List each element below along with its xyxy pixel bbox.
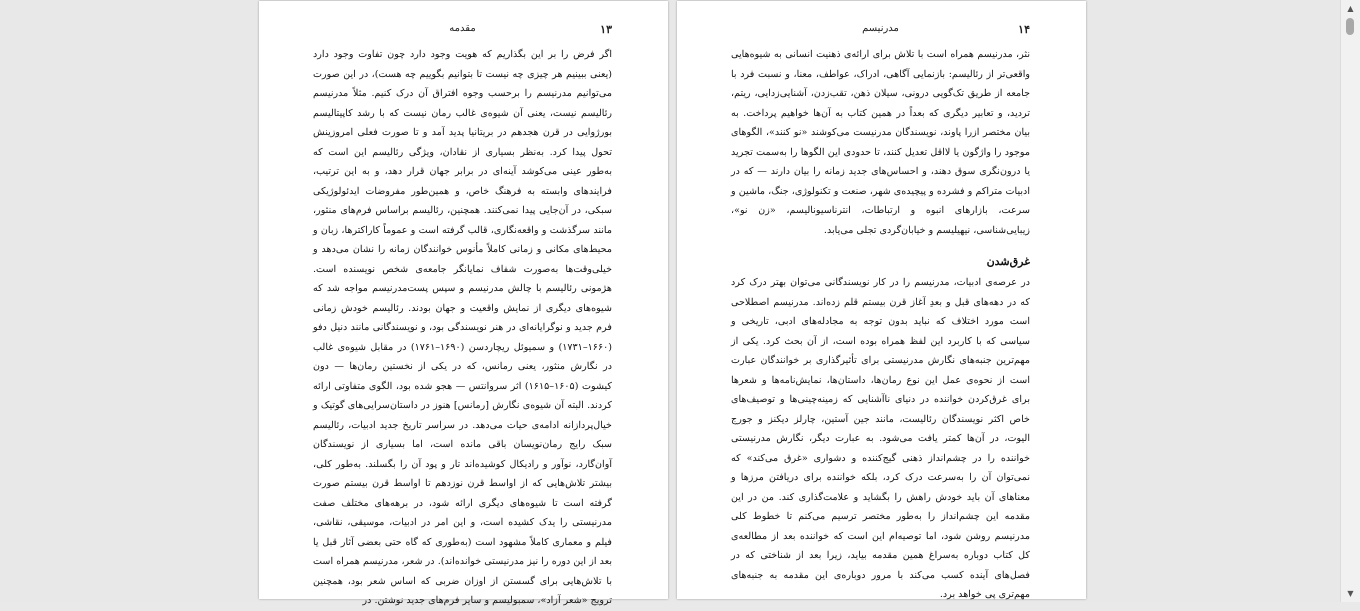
scrollbar-thumb[interactable] xyxy=(1346,18,1354,35)
page-number: ۱۳ xyxy=(600,23,612,36)
scroll-down-icon[interactable]: ▼ xyxy=(1347,589,1354,598)
body-paragraph: نثر، مدرنیسم همراه است با تلاش برای ارائه‌ی ذهنیت انسانی به شیوه‌هایی واقعی‌تر از رئالیسم: بازنمایی آگاهی، ادراک، عواطف، معنا، و نسبت فرد با جامعه از طریق تک‌گویی درونی، سیلان ذهن، تقب‌زدن، آشنایی‌زدایی، ریتم، تردید، و تعابیر دیگری که بعداً در همین کتاب به آن‌ها خواهیم پرداخت. به بیان مختصر ازرا پاوند، نویسندگان مدرنیست می‌کوشند «نو کنند»، الگوهای موجود را واژگون یا لااقل تعدیل کنند، تا حدودی این الگوها را به‌سمت تجرید یا درون‌نگری سوق دهند، و احساس‌های جدید زمانه را بیان دارند — که در ادبیات متراکم و فشرده و پیچیده‌ی شهر، صنعت و تکنولوژی، جنگ، ماشین و سرعت، بازارهای انبوه و ارتباطات، انترناسیونالیسم، «زن نو»، زیبایی‌شناسی، نیهیلیسم و خیابان‌گردی تجلی می‌یابد. xyxy=(731,49,1030,236)
running-title: مقدمه xyxy=(449,23,476,34)
section-heading: غرق‌شدن xyxy=(986,255,1030,268)
page-14 xyxy=(677,1,1086,599)
vertical-scrollbar[interactable] xyxy=(1340,0,1360,602)
scroll-up-icon[interactable]: ▲ xyxy=(1347,4,1354,13)
running-title: مدرنیسم xyxy=(862,23,899,34)
body-paragraph: اگر فرض را بر این بگذاریم که هویت وجود دارد چون تفاوت وجود دارد (یعنی ببینیم هر چیزی چه نیست تا بتوانیم بگوییم چه هست)، در این صورت می‌توانیم مدرنیسم را برحسب وجوه افتراق آن درک کنیم. مثلاً مدرنیسم رئالیسم نیست، یعنی آن شیوه‌ی غالب رمان نیست که با رشد کاپیتالیسم بورژوایی در قرن هجدهم در بریتانیا پدید آمد و تا صورت فعلی امروزینش تحول پیدا کرد. به‌نظر بسیاری از نقادان، ویژگی رئالیسم این است که به‌طور عینی می‌کوشد آینه‌ای در برابر جهان قرار دهد، و به این ترتیب، فرایندهای وابسته به فرهنگ خاص، و همین‌طور مفروضات ایدئولوژیکی سبکی، در آن‌جایی پیدا نمی‌کنند. همچنین، رئالیسم براساس فرم‌های منثور، مانند سرگذشت و واقعه‌نگاری، قالب گرفته است و عموماً کاراکترها، زبان و محیط‌های مکانی و زمانی کاملاً مأنوس خوانندگان زمانه را نشان می‌دهد و خیلی‌وقت‌ها به‌صورت شفاف نمایانگر جامعه‌ی شخص نویسنده است. هژمونی رئالیسم با چالش مدرنیسم و سپس پست‌مدرنیسم مواجه شد که شیوه‌های دیگری از نمایش واقعیت و جهان بودند. رئالیسم خودش زمانی فرم جدید و نوگرایانه‌ای در هنر نویسندگی بود، و نویسندگانی مانند دنیل دفو (۱۶۶۰–۱۷۳۱) و سمیوئل ریچاردسن (۱۶۹۰–۱۷۶۱) در مقابل شیوه‌ی غالب در نگارش منثور، یعنی رمانس، که در یکی از نخستین رمان‌ها — دون کیشوت (۱۶۰۵–۱۶۱۵) اثر سروانتس — هجو شده بود، الگوی متفاوتی ارائه کردند. البته آن شیوه‌ی نگارش [رمانس] هنوز در داستان‌سرایی‌های گوتیک و خیال‌پردازانه ادامه‌ی حیات می‌دهد. در سراسر تاریخ جدید ادبیات، رئالیسم سبک رایج رمان‌نویسان باقی مانده است، اما بسیاری از نویسندگان آوان‌گارد، نوآور و رادیکال کوشیده‌اند تار و پود آن را بگسلند. به‌طور کلی، بیشتر تلاش‌هایی که از اواسط قرن نوزدهم تا اواسط قرن بیستم صورت گرفته است تا شیوه‌های دیگری ارائه شود، در برهه‌های مختلف صفت مدرنیستی را یدک کشیده است، و این امر در ادبیات، موسیقی، نقاشی، فیلم و معماری کاملاً مشهود است (به‌طوری که گاه حتی بعضی آثار قبل یا بعد از این دوره را نیز مدرنیستی خوانده‌اند). در شعر، مدرنیسم همراه است با تلاش‌هایی برای گسستن از اوزان ضربی که اساس شعر بود، همچنین ترویج «شعر آزاد»، سمبولیسم و سایر فرم‌های جدید نوشتن. در xyxy=(313,49,613,606)
page-body xyxy=(313,45,612,611)
page-body xyxy=(731,45,1030,605)
body-paragraph: در عرصه‌ی ادبیات، مدرنیسم را در کار نویسندگانی می‌توان بهتر درک کرد که در دهه‌های قبل و بعدِ آغاز قرن بیستم قلم زده‌اند. مدرنیسم اصطلاحی است مورد اختلاف که نباید بدون توجه به مجادله‌های ادبی، تاریخی و سیاسی که با کاربرد این لفظ همراه بوده است، از آن بحث کرد. یکی از مهم‌ترین جنبه‌های نگارش مدرنیستی برای تأثیرگذاری بر خوانندگان عبارت است از نحوه‌ی عمل این نوع رمان‌ها، داستان‌ها، نمایش‌نامه‌ها و شعرها برای غرق‌کردن خواننده در دنیای ناآشنایی که زمینه‌چینی‌ها و توصیف‌های خاص اکثر نویسندگان رئالیست، مانند جین آستین، چارلز دیکنز و جورج الیوت، در آن‌ها کمتر یافت می‌شود. به عبارت دیگر، نگارش مدرنیستی خواننده را در چشم‌انداز ذهنی گیج‌کننده و دشواری «غرق می‌کند» که نمی‌توان آن را به‌سرعت درک کرد، بلکه خواننده برای دریافتن مرزها و معناهای آن باید خودش راهش را بگشاید و علامت‌گذاری کند. من در این مقدمه این چشم‌انداز را به‌طور مختصر ترسیم می‌کنم تا خطوط کلی مدرنیسم روشن شود، اما توصیه‌ام این است که خواننده بعد از مطالعه‌ی کل کتاب دوباره به‌سراغ همین مقدمه بیاید، زیرا بعد از شناختی که در فصل‌های آینده کسب می‌کند با مرور دوباره‌ی این مقدمه به جنبه‌های مهم‌تری پی خواهد برد. xyxy=(731,277,1030,600)
page-13 xyxy=(259,1,668,606)
page-header xyxy=(313,23,612,39)
page-number: ۱۴ xyxy=(1018,23,1030,36)
page-header xyxy=(731,23,1030,39)
